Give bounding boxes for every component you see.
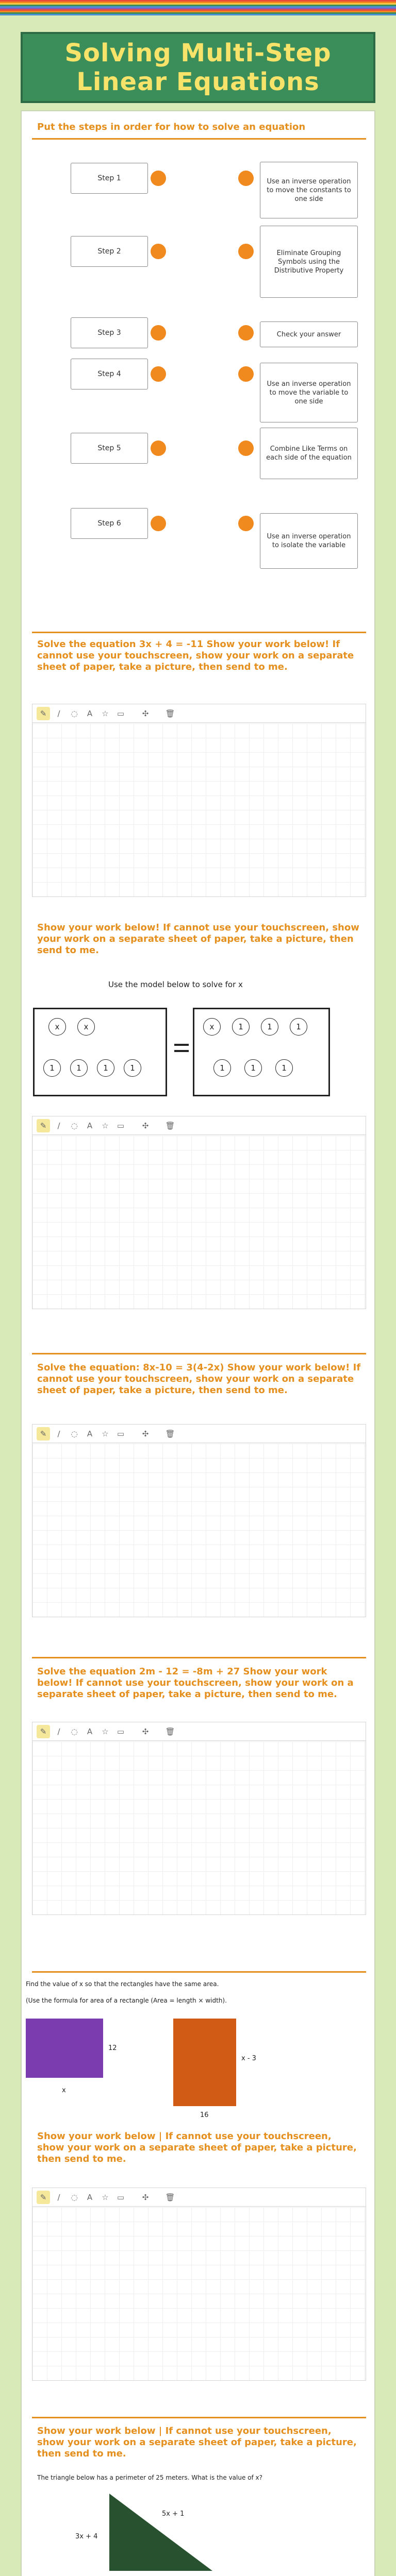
shape-icon[interactable]: ▭ xyxy=(117,1429,125,1438)
divider xyxy=(32,2417,366,2418)
top-stripes xyxy=(0,0,396,15)
pen-icon[interactable]: / xyxy=(57,1121,60,1130)
triangle-shape xyxy=(109,2494,212,2571)
drop-target-dot[interactable] xyxy=(238,171,254,186)
stripe xyxy=(0,14,396,15)
drop-target-dot[interactable] xyxy=(238,440,254,456)
drag-handle-dot[interactable] xyxy=(151,171,166,186)
step-box-4[interactable]: Step 4 xyxy=(71,359,148,389)
drawing-toolbar xyxy=(32,1116,366,1135)
star-icon[interactable]: ☆ xyxy=(102,708,109,718)
x-tile: x xyxy=(77,1018,95,1036)
divider xyxy=(32,1353,366,1354)
drawing-area[interactable] xyxy=(32,1444,366,1617)
drag-handle-dot[interactable] xyxy=(151,366,166,382)
drawing-canvas[interactable] xyxy=(32,2188,366,2381)
unit-tile: 1 xyxy=(97,1059,114,1077)
question-3-text: Solve the equation: 8x-10 = 3(4-2x) Show your work below! If cannot use your touchscreen, show your work on a separate sheet of paper, take a picture, then send to me. xyxy=(37,1362,361,1396)
pencil-icon[interactable]: ✎ xyxy=(37,1725,50,1738)
step-box-2[interactable]: Step 2 xyxy=(71,236,148,267)
drop-target-dot[interactable] xyxy=(238,325,254,341)
title-banner xyxy=(21,32,375,103)
shape-icon[interactable]: ▭ xyxy=(117,2192,125,2202)
area-caption-1: Find the value of x so that the rectangles have the same area. xyxy=(26,1980,219,1988)
triangle-figure xyxy=(78,2488,218,2576)
unit-tile: 1 xyxy=(124,1059,141,1077)
step-box-1[interactable]: Step 1 xyxy=(71,163,148,194)
x-tile: x xyxy=(203,1018,221,1036)
ordering-prompt: Put the steps in order for how to solve an equation xyxy=(37,122,306,132)
trash-icon[interactable]: 🗑 xyxy=(165,708,175,718)
text-icon[interactable]: A xyxy=(87,1429,93,1438)
drawing-area[interactable] xyxy=(32,1136,366,1309)
move-icon[interactable]: ✣ xyxy=(142,2192,149,2202)
orange-rectangle xyxy=(173,2019,236,2106)
star-icon[interactable]: ☆ xyxy=(102,1429,109,1438)
star-icon[interactable]: ☆ xyxy=(102,1726,109,1736)
eraser-icon[interactable]: ◌ xyxy=(71,1121,78,1130)
pencil-icon[interactable]: ✎ xyxy=(37,1119,50,1132)
drawing-canvas[interactable] xyxy=(32,1722,366,1915)
pen-icon[interactable]: / xyxy=(57,1726,60,1736)
pen-icon[interactable]: / xyxy=(57,1429,60,1438)
divider xyxy=(32,1971,366,1973)
area-caption-2: (Use the formula for area of a rectangle (Area = length × width). xyxy=(26,1997,227,2004)
step-description-6[interactable]: Use an inverse operation to isolate the variable xyxy=(260,513,358,569)
pen-icon[interactable]: / xyxy=(57,2192,60,2202)
unit-tile: 1 xyxy=(232,1018,250,1036)
step-description-5[interactable]: Combine Like Terms on each side of the equation xyxy=(260,428,358,479)
drop-target-dot[interactable] xyxy=(238,516,254,531)
drag-handle-dot[interactable] xyxy=(151,244,166,259)
drawing-canvas[interactable] xyxy=(32,704,366,897)
drawing-toolbar xyxy=(32,1722,366,1741)
star-icon[interactable]: ☆ xyxy=(102,2192,109,2202)
step-description-1[interactable]: Use an inverse operation to move the constants to one side xyxy=(260,162,358,218)
trash-icon[interactable]: 🗑 xyxy=(165,1726,175,1736)
drawing-area[interactable] xyxy=(32,1741,366,1914)
text-icon[interactable]: A xyxy=(87,1121,93,1130)
unit-tile: 1 xyxy=(275,1059,293,1077)
drop-target-dot[interactable] xyxy=(238,244,254,259)
worksheet-page xyxy=(21,110,375,2576)
eraser-icon[interactable]: ◌ xyxy=(71,1726,78,1736)
drawing-toolbar xyxy=(32,704,366,723)
text-icon[interactable]: A xyxy=(87,2192,93,2202)
step-box-5[interactable]: Step 5 xyxy=(71,433,148,464)
drawing-canvas[interactable] xyxy=(32,1424,366,1617)
step-description-3[interactable]: Check your answer xyxy=(260,321,358,347)
drawing-area[interactable] xyxy=(32,2207,366,2380)
orange-bottom-label: 16 xyxy=(200,2111,209,2119)
divider xyxy=(32,138,366,140)
move-icon[interactable]: ✣ xyxy=(142,1429,149,1438)
purple-rectangle xyxy=(26,2019,103,2078)
drawing-toolbar xyxy=(32,1425,366,1443)
trash-icon[interactable]: 🗑 xyxy=(165,2192,175,2202)
question-6-text: Show your work below | If cannot use your touchscreen, show your work on a separate sheet of paper, take a picture, then send to me. xyxy=(37,2426,357,2459)
pencil-icon[interactable]: ✎ xyxy=(37,707,50,720)
star-icon[interactable]: ☆ xyxy=(102,1121,109,1130)
orange-side-label: x - 3 xyxy=(241,2055,256,2062)
triangle-left-label: 3x + 4 xyxy=(75,2533,98,2540)
unit-tile: 1 xyxy=(261,1018,278,1036)
move-icon[interactable]: ✣ xyxy=(142,708,149,718)
drop-target-dot[interactable] xyxy=(238,366,254,382)
model-caption: Use the model below to solve for x xyxy=(108,980,243,989)
drag-handle-dot[interactable] xyxy=(151,440,166,456)
step-description-4[interactable]: Use an inverse operation to move the variable to one side xyxy=(260,363,358,422)
unit-tile: 1 xyxy=(244,1059,262,1077)
triangle-hypotenuse-label: 5x + 1 xyxy=(162,2510,185,2518)
purple-width-label: 12 xyxy=(108,2044,117,2052)
trash-icon[interactable]: 🗑 xyxy=(165,1121,175,1130)
divider xyxy=(32,1657,366,1658)
shape-icon[interactable]: ▭ xyxy=(117,1121,125,1130)
unit-tile: 1 xyxy=(70,1059,88,1077)
triangle-caption: The triangle below has a perimeter of 25 meters. What is the value of x? xyxy=(37,2474,263,2481)
step-description-2[interactable]: Eliminate Grouping Symbols using the Distributive Property xyxy=(260,226,358,298)
unit-tile: 1 xyxy=(43,1059,61,1077)
move-icon[interactable]: ✣ xyxy=(142,1726,149,1736)
step-box-6[interactable]: Step 6 xyxy=(71,508,148,539)
trash-icon[interactable]: 🗑 xyxy=(165,1429,175,1438)
drawing-toolbar xyxy=(32,2188,366,2207)
eraser-icon[interactable]: ◌ xyxy=(71,2192,78,2202)
text-icon[interactable]: A xyxy=(87,1726,93,1736)
equals-sign-bottom xyxy=(174,1050,189,1052)
divider xyxy=(32,632,366,633)
shape-icon[interactable]: ▭ xyxy=(117,1726,125,1736)
question-2-text: Show your work below! If cannot use your touchscreen, show your work on a separate sheet of paper, take a picture, then send to me. xyxy=(37,922,359,956)
purple-length-label: x xyxy=(62,2087,66,2094)
pencil-icon[interactable]: ✎ xyxy=(37,2191,50,2204)
page-title-line-2: Linear Equations xyxy=(76,67,320,96)
equals-sign-top xyxy=(174,1044,189,1046)
page-title-line-1: Solving Multi-Step xyxy=(64,39,332,67)
text-icon[interactable]: A xyxy=(87,708,93,718)
question-4-text: Solve the equation 2m - 12 = -8m + 27 Show your work below! If cannot use your touchscreen, show your work on a separate sheet of paper, take a picture, then send to me. xyxy=(37,1666,354,1700)
pen-icon[interactable]: / xyxy=(57,708,60,718)
drawing-area[interactable] xyxy=(32,723,366,896)
move-icon[interactable]: ✣ xyxy=(142,1121,149,1130)
eraser-icon[interactable]: ◌ xyxy=(71,708,78,718)
question-1-text: Solve the equation 3x + 4 = -11 Show your work below! If cannot use your touchscreen, show your work on a separate sheet of paper, take a picture, then send to me. xyxy=(37,639,354,672)
step-box-3[interactable]: Step 3 xyxy=(71,317,148,348)
shape-icon[interactable]: ▭ xyxy=(117,708,125,718)
eraser-icon[interactable]: ◌ xyxy=(71,1429,78,1438)
pencil-icon[interactable]: ✎ xyxy=(37,1427,50,1440)
drawing-canvas[interactable] xyxy=(32,1116,366,1309)
drag-handle-dot[interactable] xyxy=(151,325,166,341)
question-5-text: Show your work below | If cannot use your touchscreen, show your work on a separate sheet of paper, take a picture, then send to me. xyxy=(37,2131,357,2164)
unit-tile: 1 xyxy=(213,1059,231,1077)
drag-handle-dot[interactable] xyxy=(151,516,166,531)
x-tile: x xyxy=(48,1018,66,1036)
unit-tile: 1 xyxy=(290,1018,307,1036)
